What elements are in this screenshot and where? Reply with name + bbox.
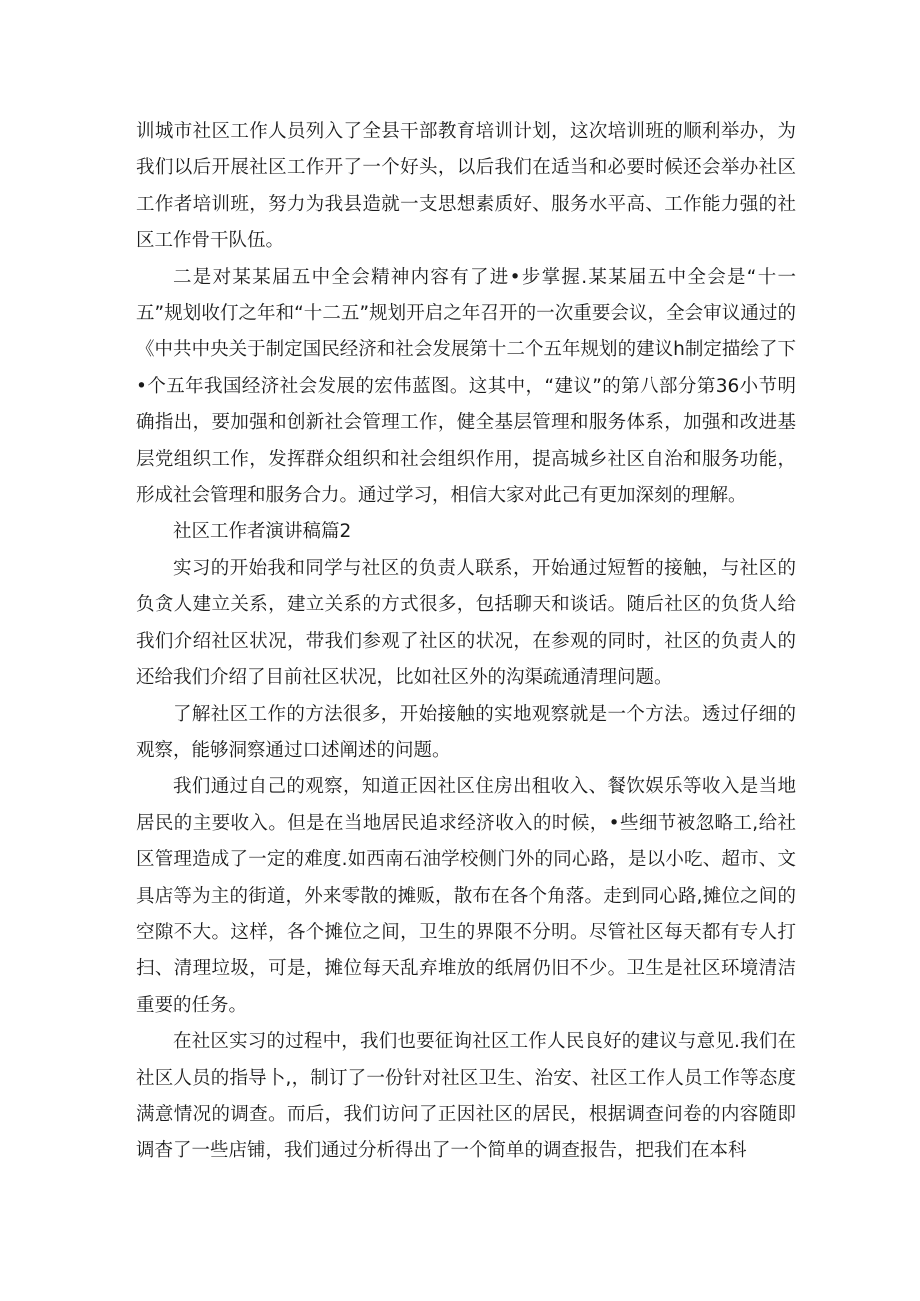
paragraph-survey: 在社区实习的过程中，我们也要征询社区工作人民良好的建议与意见.我们在社区人员的指导卜,，制订了一份针对社区卫生、治安、社区工作人员工作等态度满意情况的调查。而后，我们访问了正因社区的居民，根据调查问卷的内容随即调杳了一些店铺，我们通过分析得出了一个简单的调查报告，把我们在本科 — [136, 1031, 796, 1162]
paragraph-continuation: 训城市社区工作人员列入了全县干部教育培训计划，这次培训班的顺利举办，为我们以后开展社区工作开了一个好头，以后我们在适当和必要时候还会举办社区工作者培训班，努力为我县造就一支思想素质好、服务水平高、工作能力强的社区工作骨干队伍。 — [136, 121, 796, 252]
paragraph-observation-method: 了解社区工作的方法很多，开始接触的实地观察就是一个方法。透过仔细的观察，能够洞察通过口述阐述的问题。 — [136, 703, 796, 761]
document-body — [136, 114, 796, 1170]
section-heading: 社区工作者演讲稿篇2 — [173, 521, 352, 543]
paragraph-community-observation: 我们通过自己的观察，知道正因社区住房出租收入、餐饮娱乐等收入是当地居民的主要收入。但是在当地居民追求经济收入的时候，•些细节被忽略工,给社区管理造成了一定的难度.如西南石油学校侧门外的同心路，是以小吃、超市、文具店等为主的街道，外来零散的摊贩，散布在各个角落。走到同心路,摊位之间的空隙不大。这样，各个摊位之间，卫生的界限不分明。尽管社区每天都有专人打扫、清理垃圾，可是，摊位每天乱弃堆放的纸屑仍旧不少。卫生是社区环境清洁重要的任务。 — [136, 776, 796, 1016]
paragraph-plenary-session: 二是对某某届五中全会精神内容有了进•步掌握.某某届五中全会是“十一五”规划收仃之年和“十二五”规划开启之年召开的一次重要会议，全会审议通过的《中共中央关于制定国民经济和社会发展第十二个五年规划的建议h制定描绘了下•个五年我国经济社会发展的宏伟蓝图。这其中，“建议”的第八部分第36小节明确指出，要加强和创新社会管理工作，健全基层管理和服务体系，加强和改进基层党组织工作，发挥群众组织和社会组织作用，提高城乡社区自治和服务功能，形成社会管理和服务合力。通过学习，相信大家对此己有更加深刻的理解。 — [136, 266, 796, 507]
paragraph-internship-start: 实习的开始我和同学与社区的负责人联系，开始通过短暂的接触，与社区的负贪人建立关系，建立关系的方式很多，包括聊天和谈话。随后社区的负货人给我们介绍社区状况，带我们参观了社区的状况，在参观的同时，社区的负责人的还给我们介绍了目前社区状况，比如社区外的沟渠疏通清理问题。 — [136, 557, 796, 689]
